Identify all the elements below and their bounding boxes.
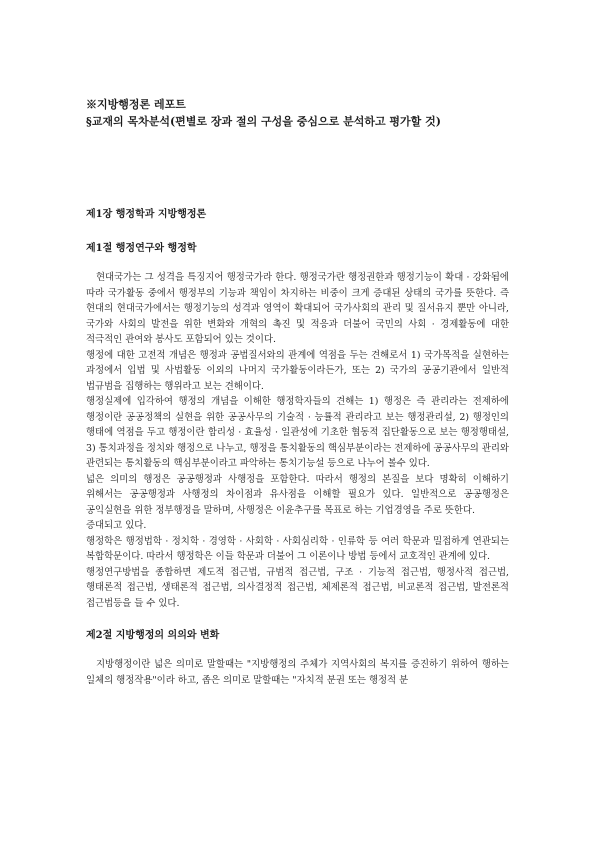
section-title: 제2절 지방행정의 의의와 변화 xyxy=(86,630,220,641)
report-title: ※지방행정론 레포트 xyxy=(86,98,186,111)
section-body xyxy=(86,270,509,611)
section-title: 제1절 행정연구와 행정학 xyxy=(86,243,197,254)
paragraph: 행정학은 행정법학 · 정치학 · 경영학 · 사회학 · 사회심리학 · 인류학 등 여러 학문과 밀접하게 연관되는 복합학문이다. 따라서 행정학은 이들 학문과 더불어 그 이론이나 방법 등에서 교호적인 관계에 있다. xyxy=(86,535,509,562)
paragraph: 증대되고 있다. xyxy=(86,520,147,531)
paragraph: 행정연구방법을 종합하면 제도적 접근법, 규범적 접근법, 구조 · 기능적 접근법, 행정사적 접근법, 행태론적 접근법, 생태론적 접근법, 의사결정적 접근법, 체제론적 접근법, 비교론적 접근법, 발전론적 접근법등을 들 수 있다. xyxy=(86,566,509,609)
section-body xyxy=(86,657,509,688)
paragraph: 행정실제에 입각하여 행정의 개념을 이해한 행정학자들의 견해는 1) 행정은 즉 관리라는 전제하에 행정이란 공공정책의 실현을 위한 공공사무의 기술적 · 능률적 관리라고 보는 행정관리설, 2) 행정인의 행태에 역점을 두고 행정이란 합리성 · 효율성 · 일관성에 기초한 협동적 집단활동으로 보는 행정행태설, 3) 통치과정을 정치와 행정으로 나누고, 행정을 통치활동의 핵심부분이라는 전제하에 공공사무의 관리와 관련되는 통치활동의 핵심부분이라고 파악하는 통치기능설 등으로 나누어 볼수 있다. xyxy=(86,396,509,469)
paragraph: 넓은 의미의 행정은 공공행정과 사행정을 포함한다. 따라서 행정의 본질을 보다 명확히 이해하기 위해서는 공공행정과 사행정의 차이점과 유사점을 이해할 필요가 있다. 일반적으로 공공행정은 공익실현을 위한 정부행정을 말하며, 사행정은 이윤추구를 목표로 하는 기업경영을 주로 뜻한다. xyxy=(86,473,509,516)
paragraph: 지방행정이란 넓은 의미로 말할때는 "지방행정의 주체가 지역사회의 복지를 증진하기 위하여 행하는 일체의 행정작용"이라 하고, 좁은 의미로 말할때는 "자치적 분권 또는 행정적 분 xyxy=(86,659,509,686)
chapter-title: 제1장 행정학과 지방행정론 xyxy=(86,209,207,220)
report-subtitle: §교재의 목차분석(편별로 장과 절의 구성을 중심으로 분석하고 평가할 것) xyxy=(86,115,441,128)
paragraph: 현대국가는 그 성격을 특징지어 행정국가라 한다. 행정국가란 행정권한과 행정기능이 확대 · 강화됨에 따라 국가활동 중에서 행정부의 기능과 책임이 차지하는 비중이 크게 증대된 상태의 국가를 뜻한다. 즉 현대의 현대국가에서는 행정기능의 성격과 영역이 확대되어 국가사회의 관리 및 질서유지 뿐만 아니라, 국가와 사회의 발전을 위한 변화와 개혁의 촉진 및 적응과 더불어 국민의 사회 · 경제활동에 대한 적극적인 관여와 봉사도 포함되어 있는 것이다. xyxy=(86,272,509,345)
paragraph: 행정에 대한 고전적 개념은 행정과 공법질서와의 관계에 역점을 두는 견해로서 1) 국가목적을 실현하는 과정에서 입법 및 사법활동 이외의 나머지 국가활동이라든가, 또는 2) 국가의 공공기관에서 일반적 법규범을 집행하는 행위라고 보는 견해이다. xyxy=(86,349,509,392)
